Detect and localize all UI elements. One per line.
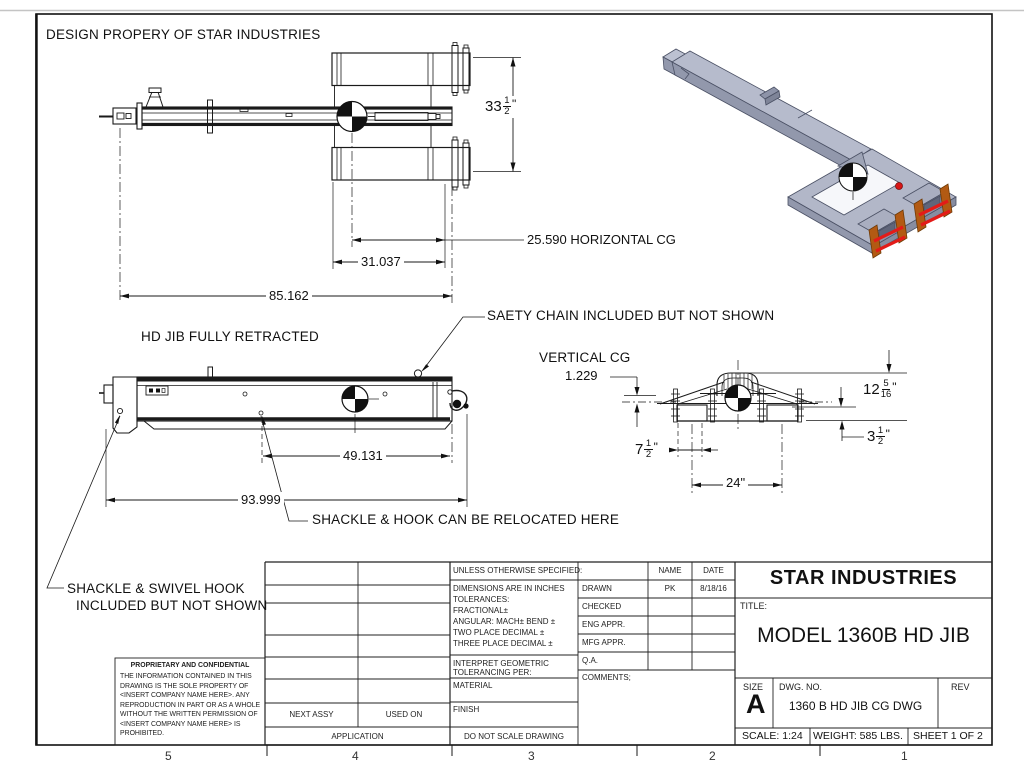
top-view	[99, 43, 524, 304]
proprietary-text-line: PROHIBITED.	[120, 730, 165, 737]
dim-3-1-2: 3 1 2 "	[867, 425, 890, 448]
dim-24: 24"	[723, 475, 748, 490]
zone-number: 4	[352, 749, 359, 763]
dim-85-162: 85.162	[266, 288, 312, 303]
dim-49-131: 49.131	[340, 448, 386, 463]
name-column-header: NAME	[658, 566, 682, 575]
material-label: MATERIAL	[453, 681, 493, 690]
cg-symbol	[337, 102, 367, 132]
dim-93-999: 93.999	[238, 492, 284, 507]
approval-row-label: DRAWN	[582, 584, 612, 593]
next-assy-label: NEXT ASSY	[289, 710, 334, 719]
tolerance-line: TWO PLACE DECIMAL ±	[453, 628, 545, 637]
end-view	[610, 350, 907, 494]
date-column-header: DATE	[703, 566, 724, 575]
shackle-swivel-note-line1: SHACKLE & SWIVEL HOOK	[67, 581, 245, 596]
dim-12-5-16: 12 5 16 "	[863, 378, 897, 401]
tolerance-line: FRACTIONAL±	[453, 606, 509, 615]
zone-number: 5	[165, 749, 172, 763]
cg-symbol	[342, 386, 368, 412]
size-value: A	[746, 689, 766, 719]
tolerance-line: DIMENSIONS ARE IN INCHES	[453, 584, 565, 593]
dim-31-037: 31.037	[358, 254, 404, 269]
dwg-no-label: DWG. NO.	[779, 682, 822, 692]
dim-33-1-2: 33 1 2 "	[485, 95, 517, 118]
dim-horizontal-cg: 25.590 HORIZONTAL CG	[527, 232, 676, 247]
drawing-title: MODEL 1360B HD JIB	[757, 624, 970, 647]
title-label: TITLE:	[740, 601, 768, 611]
tolerance-line: ANGULAR: MACH± BEND ±	[453, 617, 556, 626]
design-property-note: DESIGN PROPERY OF STAR INDUSTRIES	[46, 27, 321, 42]
size-label: SIZE	[743, 682, 764, 692]
drawn-name-value: PK	[664, 584, 676, 593]
drawn-date-value: 8/18/16	[700, 584, 727, 593]
iso-view	[663, 49, 956, 258]
approval-row-label: Q.A.	[582, 656, 599, 665]
safety-chain-note: SAETY CHAIN INCLUDED BUT NOT SHOWN	[487, 308, 775, 323]
zone-number: 1	[901, 749, 908, 763]
do-not-scale-label: DO NOT SCALE DRAWING	[463, 732, 564, 741]
weight-value: WEIGHT: 585 LBS.	[813, 730, 903, 742]
zone-number: 3	[528, 749, 535, 763]
unless-otherwise-label: UNLESS OTHERWISE SPECIFIED:	[453, 566, 583, 575]
tolerance-line: THREE PLACE DECIMAL ±	[453, 639, 553, 648]
tolerance-line: TOLERANCES:	[453, 595, 510, 604]
comments-label: COMMENTS;	[582, 673, 631, 682]
application-label: APPLICATION	[331, 732, 384, 741]
proprietary-text-line: REPRODUCTION IN PART OR AS A WHOLE	[120, 701, 261, 709]
dwg-no-value: 1360 B HD JIB CG DWG	[788, 699, 923, 713]
company-name: STAR INDUSTRIES	[769, 567, 958, 589]
side-view	[47, 317, 485, 588]
cg-symbol	[725, 385, 751, 411]
proprietary-text-line: DRAWING IS THE SOLE PROPERTY OF	[120, 682, 249, 690]
approval-row-label: CHECKED	[582, 602, 622, 611]
finish-label: FINISH	[453, 705, 480, 714]
vertical-cg-label: VERTICAL CG	[539, 350, 631, 365]
rev-label: REV	[951, 682, 970, 692]
sheet-number: SHEET 1 OF 2	[913, 730, 983, 742]
proprietary-text-line: WITHOUT THE WRITTEN PERMISSION OF	[120, 711, 258, 718]
dim-1-229: 1.229	[565, 368, 598, 383]
proprietary-text-line: THE INFORMATION CONTAINED IN THIS	[120, 673, 252, 680]
dim-7-1-2: 7 1 2 "	[635, 438, 658, 461]
approval-row-label: ENG APPR.	[582, 620, 626, 629]
shackle-relocate-note: SHACKLE & HOOK CAN BE RELOCATED HERE	[312, 512, 620, 527]
interpret-geometric-label: INTERPRET GEOMETRIC	[453, 659, 549, 668]
approval-row-label: MFG APPR.	[582, 638, 626, 647]
proprietary-text-line: <INSERT COMPANY NAME HERE>. ANY	[120, 692, 250, 699]
zone-number: 2	[709, 749, 716, 763]
scale-value: SCALE: 1:24	[742, 730, 803, 742]
shackle-swivel-note-line2: INCLUDED BUT NOT SHOWN	[76, 598, 268, 613]
used-on-label: USED ON	[385, 710, 423, 719]
tolerancing-per-label: TOLERANCING PER:	[453, 668, 532, 677]
proprietary-text-line: <INSERT COMPANY NAME HERE> IS	[120, 720, 241, 728]
proprietary-title: PROPRIETARY AND CONFIDENTIAL	[130, 662, 250, 669]
side-view-caption: HD JIB FULLY RETRACTED	[141, 329, 319, 344]
